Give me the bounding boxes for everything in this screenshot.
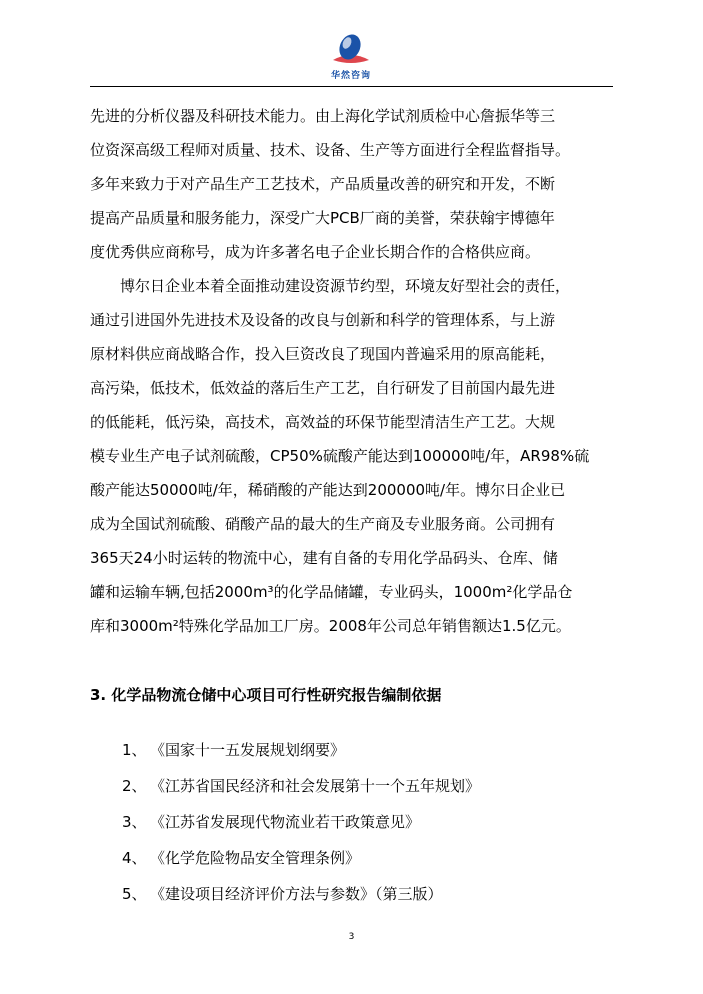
text-line: 多年来致力于对产品生产工艺技术，产品质量改善的研究和开发，不断 — [90, 175, 556, 193]
reference-title: 《江苏省发展现代物流业若干政策意见》 — [150, 813, 421, 831]
document-body — [90, 99, 613, 643]
text-line: 高污染，低技术，低效益的落后生产工艺，自行研发了目前国内最先进 — [90, 379, 556, 397]
reference-number: 5、 — [122, 885, 147, 903]
reference-number: 3、 — [122, 813, 147, 831]
text-line: 原材料供应商战略合作，投入巨资改良了现国内普遍采用的原高能耗， — [90, 345, 556, 363]
company-logo — [325, 30, 377, 84]
reference-number: 4、 — [122, 849, 147, 867]
paragraph-2 — [90, 269, 613, 643]
reference-title: 《江苏省国民经济和社会发展第十一个五年规划》 — [150, 777, 481, 795]
reference-title: 《化学危险物品安全管理条例》 — [150, 849, 361, 867]
reference-item — [122, 768, 480, 804]
text-line: 博尔日企业本着全面推动建设资源节约型，环境友好型社会的责任， — [120, 277, 571, 295]
text-line: 365天24小时运转的物流中心，建有自备的专用化学品码头、仓库、储 — [90, 549, 558, 567]
reference-title: 《国家十一五发展规划纲要》 — [150, 741, 346, 759]
logo-text: 华然咨询 — [330, 71, 371, 81]
text-line: 模专业生产电子试剂硫酸，CP50%硫酸产能达到100000吨/年，AR98%硫 — [90, 447, 590, 465]
reference-title: 《建设项目经济评价方法与参数》（第三版） — [150, 885, 443, 903]
section-heading: 3. 化学品物流仓储中心项目可行性研究报告编制依据 — [90, 686, 442, 704]
reference-item — [122, 876, 480, 912]
text-line: 成为全国试剂硫酸、硝酸产品的最大的生产商及专业服务商。公司拥有 — [90, 515, 556, 533]
text-line: 库和3000m²特殊化学品加工厂房。2008年公司总年销售额达1.5亿元。 — [90, 617, 571, 635]
logo-emblem-icon — [325, 30, 377, 70]
reference-number: 1、 — [122, 741, 147, 759]
header-divider — [90, 86, 613, 87]
reference-item — [122, 804, 480, 840]
text-line: 酸产能达50000吨/年，稀硝酸的产能达到200000吨/年。博尔日企业已 — [90, 481, 566, 499]
reference-list — [122, 732, 480, 912]
text-line: 提高产品质量和服务能力，深受广大PCB厂商的美誉，荣获翰宇博德年 — [90, 209, 555, 227]
text-line: 先进的分析仪器及科研技术能力。由上海化学试剂质检中心詹振华等三 — [90, 107, 556, 125]
text-line: 的低能耗，低污染，高技术，高效益的环保节能型清洁生产工艺。大规 — [90, 413, 556, 431]
reference-item — [122, 840, 480, 876]
text-line: 度优秀供应商称号，成为许多著名电子企业长期合作的合格供应商。 — [90, 243, 541, 261]
text-line: 位资深高级工程师对质量、技术、设备、生产等方面进行全程监督指导。 — [90, 141, 571, 159]
page-number: 3 — [348, 932, 355, 942]
reference-number: 2、 — [122, 777, 147, 795]
text-line: 通过引进国外先进技术及设备的改良与创新和科学的管理体系，与上游 — [90, 311, 556, 329]
paragraph-1 — [90, 99, 613, 269]
reference-item — [122, 732, 480, 768]
text-line: 罐和运输车辆,包括2000m³的化学品储罐，专业码头，1000m²化学品仓 — [90, 583, 573, 601]
